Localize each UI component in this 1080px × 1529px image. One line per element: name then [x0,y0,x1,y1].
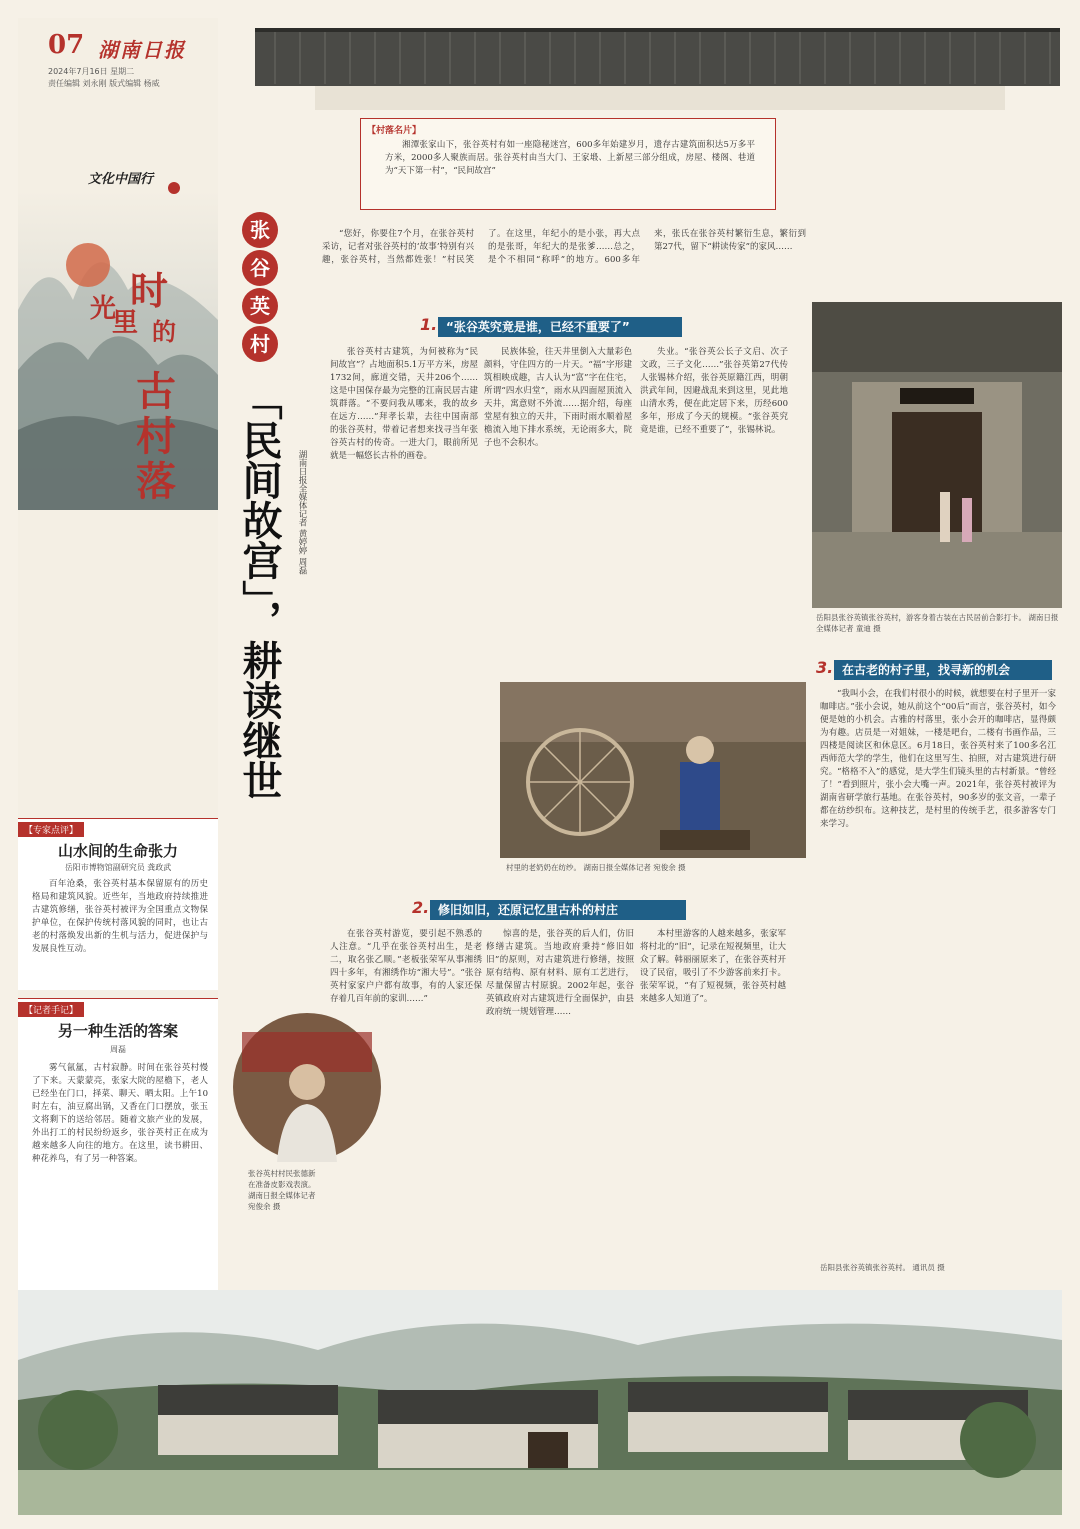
series-title-char: 落 [136,458,176,505]
village-card-text: 湘潭张家山下，张谷英村有如一座隐秘迷宫，600多年始建岁月，遗存古建筑面积达5万多平方米，2000多人聚族而居。张谷英村由当大门、王家塅、上新屋三部分组成，房屋、楼阁、巷道为“天下第一村”，“民间故宫” [385,140,755,176]
spinning-photo [500,682,806,858]
reporter-title: 另一种生活的答案 [57,1022,178,1040]
section-2-col-2: 惊喜的是，张谷英的后人们，仿旧修缮古建筑。当地政府秉持“修旧如旧”的原则，对古建筑进行修缮，按照原有结构、原有材料、原有工艺进行，尽量保留古村原貌。2002年起，张谷英镇政府对古建筑进行全面保护，由县政府统一规划管理…… [486,929,634,1017]
section-1-num: 1. [420,315,438,334]
section-1-title: “张谷英究竟是谁，已经不重要了” [446,320,630,334]
bottom-photo-caption: 岳阳县张谷英镇张谷英村。 通讯员 摄 [820,1263,945,1272]
series-title-char: 时 [130,268,169,313]
gate-photo [812,302,1062,608]
kicker-char: 张 [242,212,278,248]
series-title-char: 的 [152,317,176,346]
divider [18,998,218,999]
divider [18,818,218,819]
section-2-col-3: 本村里游客的人越来越多，张家军将村北的“旧”，记录在短视频里，让大众了解。韩丽丽原来了，在张谷英村开设了民宿，吸引了不少游客前来打卡。张荣军说，“有了短视频，张谷英村越来越多人知道了”。 [640,929,786,1004]
series-title-char: 古 [136,368,176,415]
expert-title: 山水间的生命张力 [57,842,178,860]
byline: 湖南日报全媒体记者 黄婷婷 周磊 [297,450,307,575]
paper-name: 湖南日报 [98,38,186,62]
seal-icon [168,182,180,194]
series-title-char: 光 [90,294,117,324]
section-3-text: “我叫小会，在我们村很小的时候，就想要在村子里开一家咖啡店。”张小会说，她从前这个“00后”而言，张谷英村，如今便是她的小机会。古雅的村落里，张小会开的咖啡店，显得颇为有趣。店员是一对姐妹，一楼是吧台，二楼有书画作品，三四楼是阅读区和休息区。6月18日，张谷英村来了100多名江西师范大学的学生，他们在这里写生、拍照，对古建筑进行研究。“格格不入”的感觉，是大学生们镜头里的古村新景。“曾经了！”看到照片，张小会大嘴一声。2021年，张谷英村被评为湖南省研学旅行基地。在张谷英村，90多岁的张文音，一辈子都在纺纱织布。这种技艺，是村里的传统手艺，很多游客专门来学习。 [820,689,1056,829]
section-3-head [816,658,1052,680]
kicker-char: 谷 [242,250,278,286]
section-3-num: 3. [816,658,834,677]
reporter-text: 雾气氤氲，古村寂静。时间在张谷英村慢了下来。天蒙蒙亮，张家大院的屋檐下，老人已经坐在门口，择菜、聊天、晒太阳。上午10时左右，油豆腐出锅，又香在门口摆放，张玉文将剩下的送给邻居。随着文旅产业的发展，外出打工的村民纷纷返乡，张谷英村正在成为越来越多人向往的地方。在这里，读书耕田、种花养鸟，有了另一种答案。 [32,1063,208,1164]
village-card [360,118,776,210]
section-1-col-3: 失业。“张谷英公长子文启、次子文政，三子文化……”张谷英第27代传人张锡林介绍，张谷英原籍江西，明朝洪武年间，因避战乱来到这里，见此地山清水秀，便在此定居下来，历经600多年，形成了今天的规模。“张谷英究竟是谁，已经不重要了”，张锡林说。 [640,347,788,435]
roof-banner [255,18,1060,113]
reporter-author: 周磊 [110,1045,126,1054]
village-card-label: 【村落名片】 [367,126,422,136]
series-title [82,260,212,505]
section-1-col-2: 民族体验，往天井里倒入大量彩色颜料，守住四方的一片天。“福”字形建筑相映成趣，古人认为“富”字在住宅，所谓“四水归堂”，雨水从四面屋顶流入天井，寓意财不外流……据介绍，每座堂屋有独立的天井，下雨时雨水顺着屋檐流入地下排水系统，无论雨多大，院子也不会积水。 [484,347,632,448]
section-2-col-1: 在张谷英村游览，要引起不熟悉的人注意。“几乎在张谷英村出生，是老二，取名张乙顺。”老板张荣军从事湘绣四十多年，有湘绣作坊“湘大号”。“张谷英村家家户户都有故事，有的人家还保存着几百年前的家训……” [330,929,482,1004]
series-logo: 文化中国行 [88,172,154,187]
series-title-char: 里 [112,308,139,338]
editor-line: 责任编辑 刘永刚 版式编辑 杨威 [48,79,160,88]
page-number: 07 [48,30,85,60]
kicker-char: 村 [242,326,278,362]
expert-tag: 【专家点评】 [18,822,84,837]
series-title-char: 村 [136,413,176,460]
expert-text: 百年沧桑，张谷英村基本保留原有的历史格局和建筑风貌。近些年，当地政府持续推进古建筑修缮，张谷英村被评为全国重点文物保护单位，在保护传统村落风貌的同时，也让古老的村落焕发出新的生机与活力，促进保护与发展良性互动。 [32,879,208,954]
top-photo-caption: 岳阳县张谷英镇张谷英村，游客身着古装在古民居前合影打卡。 湖南日报全媒体记者 童迪 摄 [816,613,1059,633]
expert-author: 岳阳市博物馆副研究员 龚政武 [64,863,172,872]
section-2-num: 2. [412,898,430,917]
section-3-title: 在古老的村子里，找寻新的机会 [842,663,1011,677]
section-2-head [412,898,686,920]
spinning-caption: 村里的老奶奶在纺纱。 湖南日报全媒体记者 宛俊余 摄 [506,863,686,872]
lead-text: “您好，你要住7个月，在张谷英村采访，记者对张谷英村的‘故事’特别有兴趣，张谷英村，当然都姓张！”村民笑了。在这里，年纪小的是小张，再大点的是张哥，年纪大的是张爹……总之，是个不相同“称呼”的地方。600多年来，张氏在张谷英村繁衍生息，繁衍到第27代，留下“耕读传家”的家风…… [322,229,806,265]
kicker-char: 英 [242,288,278,324]
main-headline: 「民间故宫」，耕读继世 [236,380,283,800]
reporter-tag: 【记者手记】 [18,1002,84,1017]
section-1-col-1: 张谷英村古建筑，为何被称为“民间故宫”？占地面积5.1万平方米，房屋1732间，廊道交错，天井206个……这是中国保存最为完整的江南民居古建筑群落。“不要问我从哪来，我的故乡在远方……”拜孝长辈，去往中国南部的张谷英村，带着记者想来找寻当年张谷英古村的传奇。一进大门，眼前所见就是一幅悠长古朴的画卷。 [330,347,478,461]
expert-comment-box [18,818,218,990]
village-panorama [18,1290,1062,1515]
section-1-head [420,315,682,337]
reporter-note-box [18,998,218,1316]
section-2-title: 修旧如旧，还原记忆里古朴的村庄 [438,903,619,917]
publication-info [48,66,208,90]
date-line: 2024年7月16日 星期二 [48,67,135,76]
portrait-caption: 张谷英村村民张德新在准备皮影戏表演。湖南日报全媒体记者 宛俊余 摄 [248,1169,316,1211]
